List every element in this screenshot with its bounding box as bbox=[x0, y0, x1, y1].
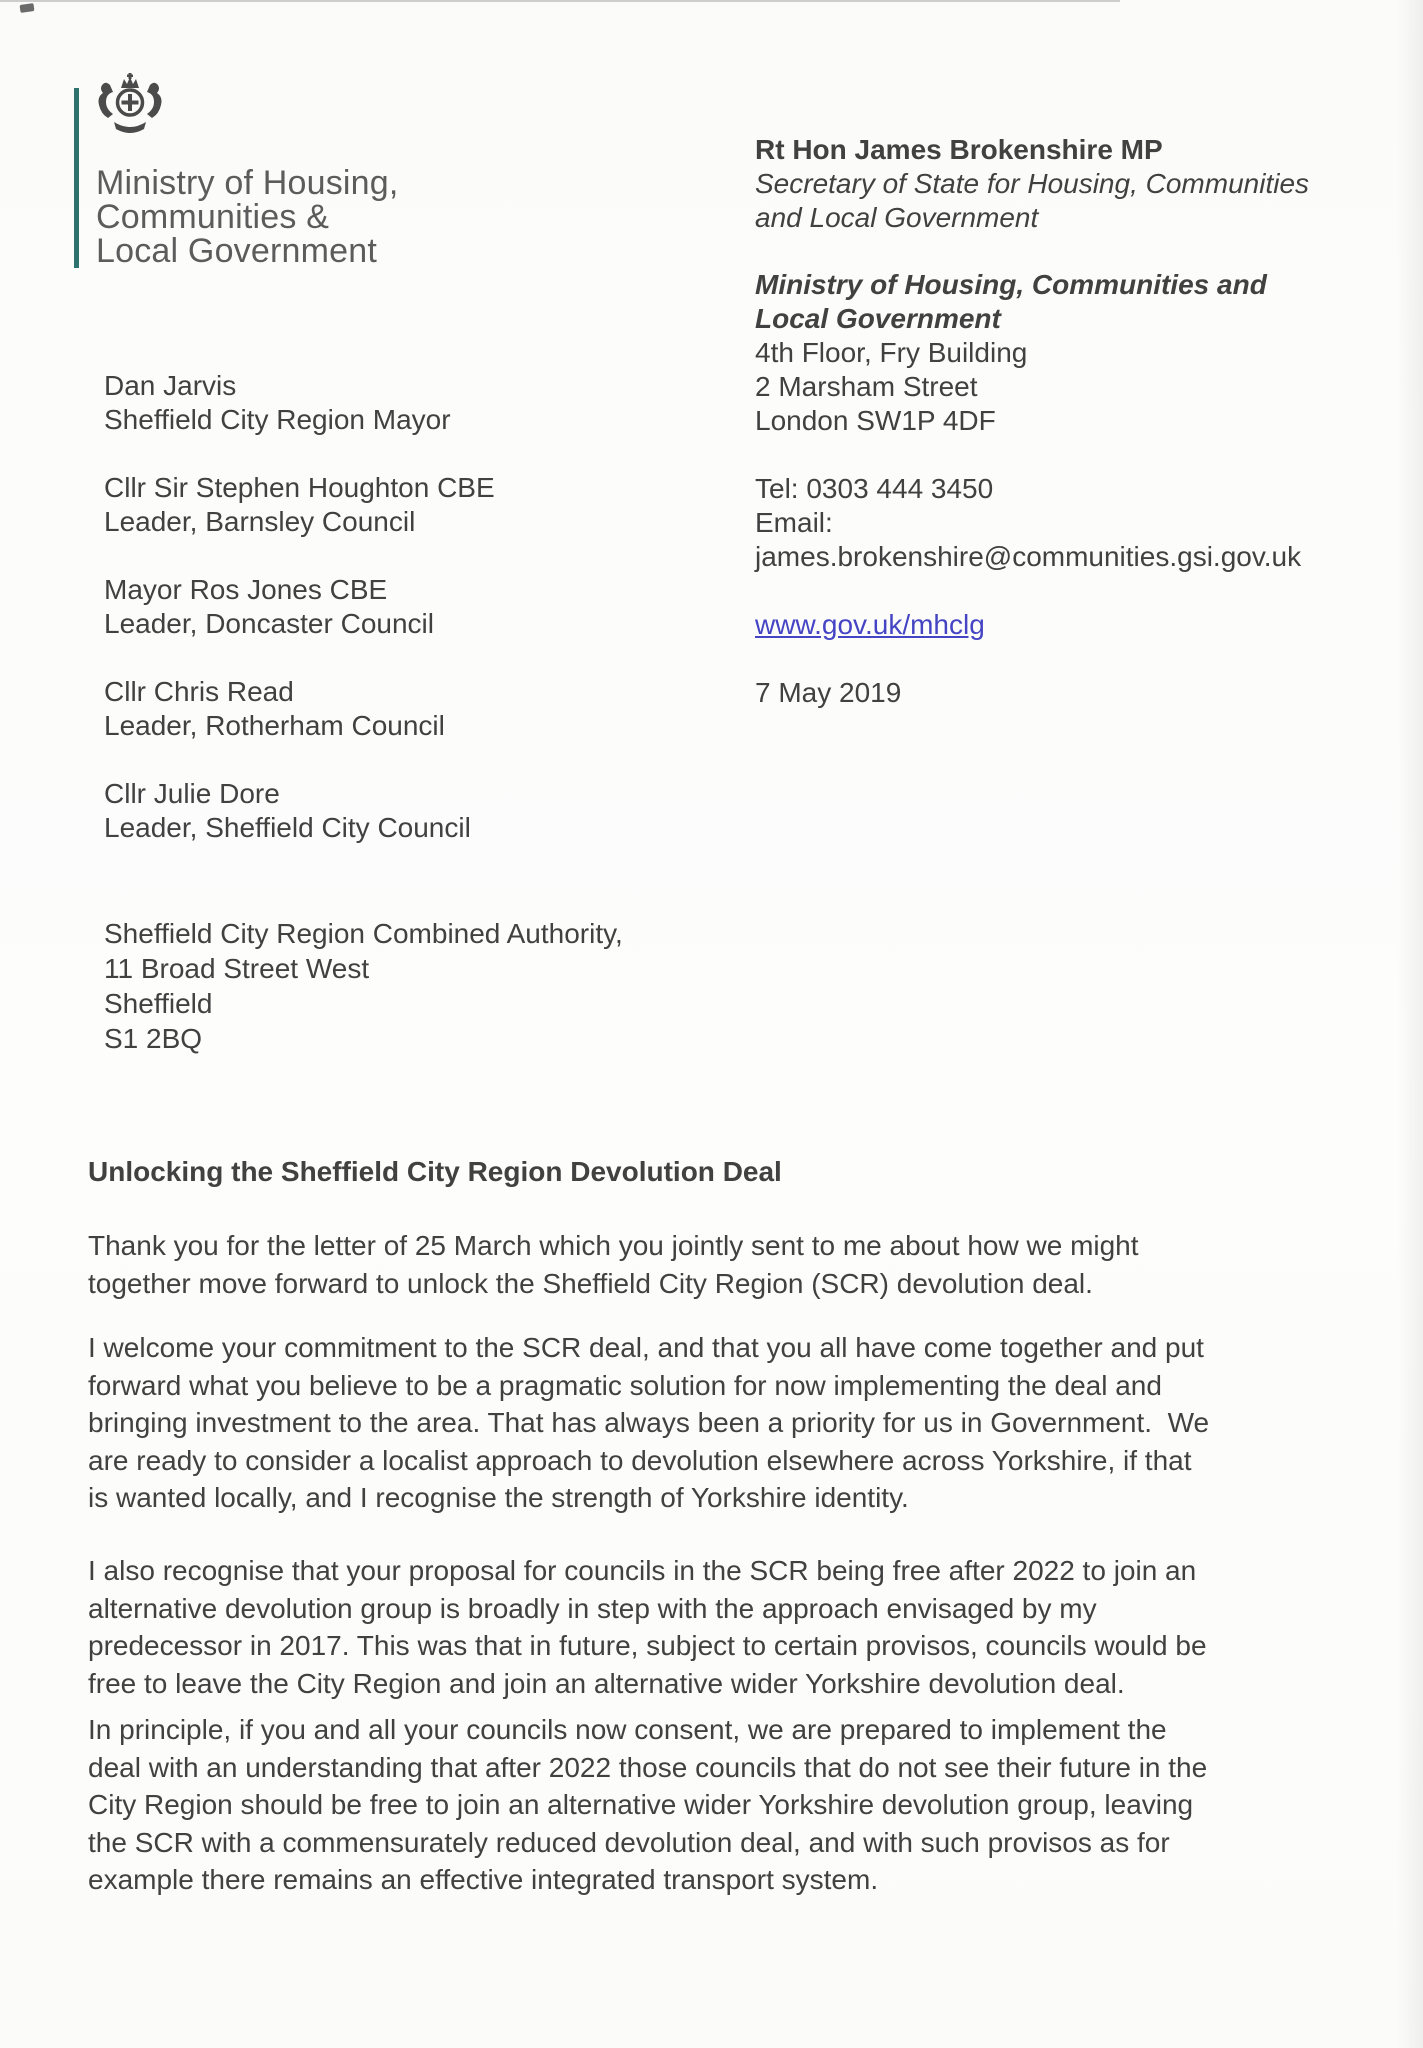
scan-artifact-edge-shade bbox=[1397, 0, 1423, 2048]
body-line: free to leave the City Region and join an alternative wider Yorkshire devolution deal. bbox=[88, 1667, 1125, 1699]
website-link[interactable]: www.gov.uk/mhclg bbox=[755, 609, 985, 640]
letterhead-ministry-name bbox=[96, 166, 399, 268]
body-line: the SCR with a commensurately reduced devolution deal, and with such provisos as for bbox=[88, 1826, 1170, 1858]
body-line: are ready to consider a localist approach to devolution elsewhere across Yorkshire, if that bbox=[88, 1444, 1192, 1476]
recipient-block bbox=[104, 369, 495, 437]
sender-email-label: Email: bbox=[755, 507, 833, 538]
sender-address bbox=[755, 336, 1027, 438]
sender-department bbox=[755, 268, 1267, 336]
subject-line: Unlocking the Sheffield City Region Devolution Deal bbox=[88, 1156, 782, 1187]
body-line: I also recognise that your proposal for councils in the SCR being free after 2022 to join an bbox=[88, 1555, 1197, 1586]
body-paragraph bbox=[88, 1711, 1207, 1899]
recipient-address bbox=[104, 916, 623, 1056]
body-paragraph bbox=[88, 1227, 1139, 1302]
body-line: alternative devolution group is broadly in step with the approach envisaged by my bbox=[88, 1592, 1097, 1624]
recipient-name: Mayor Ros Jones CBE bbox=[104, 574, 388, 605]
recipient-title: Leader, Barnsley Council bbox=[104, 506, 416, 537]
body-line: together move forward to unlock the Sheffield City Region (SCR) devolution deal. bbox=[88, 1267, 1093, 1299]
body-line: Thank you for the letter of 25 March which you jointly sent to me about how we might bbox=[88, 1230, 1139, 1261]
sender-address-line: 2 Marsham Street bbox=[755, 371, 978, 402]
letterhead-accent-bar bbox=[74, 88, 79, 268]
letterhead-line: Communities & bbox=[96, 198, 330, 236]
scan-artifact-speck bbox=[20, 3, 35, 13]
recipient-address-line: Sheffield bbox=[104, 988, 213, 1019]
body-line: forward what you believe to be a pragmatic solution for now implementing the deal and bbox=[88, 1369, 1162, 1401]
recipient-title: Leader, Rotherham Council bbox=[104, 710, 445, 741]
body-line: predecessor in 2017. This was that in future, subject to certain provisos, councils would be bbox=[88, 1630, 1207, 1661]
recipient-name: Cllr Julie Dore bbox=[104, 778, 280, 809]
recipient-block bbox=[104, 777, 495, 845]
letterhead-line: Ministry of Housing, bbox=[96, 164, 399, 202]
recipient-name: Cllr Chris Read bbox=[104, 676, 294, 707]
recipient-block bbox=[104, 573, 495, 641]
recipient-title: Sheffield City Region Mayor bbox=[104, 404, 451, 435]
sender-name: Rt Hon James Brokenshire MP bbox=[755, 134, 1163, 165]
body-line: is wanted locally, and I recognise the strength of Yorkshire identity. bbox=[88, 1482, 909, 1513]
sender-department-line: Ministry of Housing, Communities and bbox=[755, 269, 1267, 300]
body-line: I welcome your commitment to the SCR deal, and that you all have come together and put bbox=[88, 1332, 1204, 1363]
letter-date: 7 May 2019 bbox=[755, 677, 902, 708]
body-line: example there remains an effective integrated transport system. bbox=[88, 1864, 879, 1895]
sender-title-line: Secretary of State for Housing, Communities bbox=[755, 168, 1310, 199]
body-line: bringing investment to the area. That has always been a priority for us in Government. We bbox=[88, 1407, 1210, 1438]
scan-artifact-top-line bbox=[0, 0, 1120, 2]
recipient-address-line: 11 Broad Street West bbox=[104, 953, 370, 984]
body-paragraph bbox=[88, 1552, 1207, 1702]
recipient-name: Cllr Sir Stephen Houghton CBE bbox=[104, 472, 495, 503]
sender-title-line: and Local Government bbox=[755, 202, 1039, 233]
sender-title bbox=[755, 167, 1309, 235]
sender-department-line: Local Government bbox=[755, 303, 1001, 334]
body-line: In principle, if you and all your councils now consent, we are prepared to implement the bbox=[88, 1714, 1167, 1745]
recipient-block bbox=[104, 675, 495, 743]
body-paragraph bbox=[88, 1329, 1209, 1517]
recipient-name: Dan Jarvis bbox=[104, 370, 237, 401]
recipient-title: Leader, Sheffield City Council bbox=[104, 812, 471, 843]
letterhead-line: Local Government bbox=[96, 232, 378, 270]
body-line: deal with an understanding that after 2022 those councils that do not see their future in the bbox=[88, 1751, 1208, 1783]
sender-website bbox=[755, 608, 985, 642]
sender-telephone: Tel: 0303 444 3450 bbox=[755, 473, 994, 504]
sender-address-line: London SW1P 4DF bbox=[755, 405, 996, 436]
recipient-title: Leader, Doncaster Council bbox=[104, 608, 434, 639]
recipient-address-line: S1 2BQ bbox=[104, 1023, 203, 1054]
recipient-address-line: Sheffield City Region Combined Authority, bbox=[104, 918, 623, 949]
sender-email-address: james.brokenshire@communities.gsi.gov.uk bbox=[755, 541, 1302, 572]
body-line: City Region should be free to join an alternative wider Yorkshire devolution group, leaving bbox=[88, 1789, 1194, 1820]
royal-crest-icon bbox=[94, 72, 166, 143]
sender-address-line: 4th Floor, Fry Building bbox=[755, 337, 1028, 368]
recipient-block bbox=[104, 471, 495, 539]
recipient-list bbox=[104, 369, 495, 879]
